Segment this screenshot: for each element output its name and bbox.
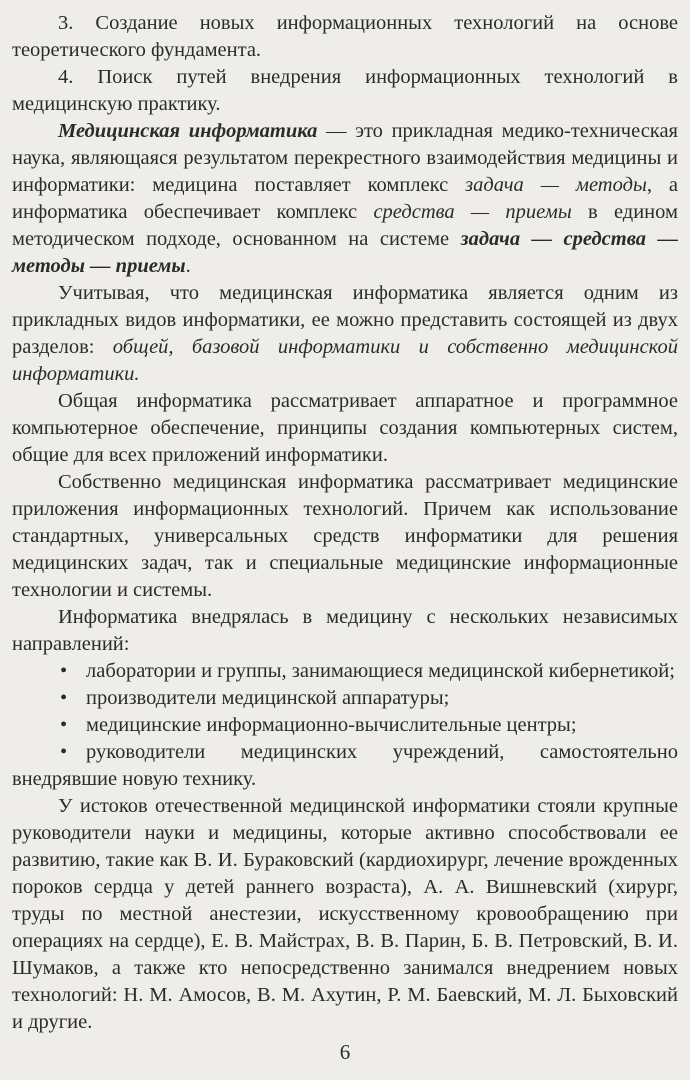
list-item <box>12 658 678 685</box>
definition-system-term: задача — средства — методы — приемы <box>12 228 678 277</box>
list-item <box>12 739 678 793</box>
paragraph-definition <box>12 118 678 280</box>
definition-italic-1: задача — методы <box>465 174 647 196</box>
definition-text-3: в едином методическом подходе, основанном на системе <box>12 201 678 250</box>
paragraph-item-4: 4. Поиск путей внедрения информационных технологий в медицинскую практику. <box>12 66 678 115</box>
list-item-text: медицинские информационно-вычислительные центры; <box>86 714 577 736</box>
term-medical-informatics: Медицинская информатика <box>58 120 318 142</box>
list-item <box>12 685 678 712</box>
definition-italic-2: средства — приемы <box>373 201 572 223</box>
definition-text-1: — это прикладная медико-техническая наука, являющаяся результатом перекрестного взаимодействия медицины и информатики: медицина поставляет комплекс <box>12 120 678 196</box>
list-item-text: руководители медицинских учреждений, самостоятельно внедрявшие новую технику. <box>12 741 678 790</box>
paragraph-sections <box>12 280 678 388</box>
paragraph-history: У истоков отечественной медицинской информатики стояли крупные руководители науки и медицины, которые активно способствовали ее развитию, такие как В. И. Бураковский (кардиохирург, лечение врожденных пороков сердца у детей раннего возраста), А. А. Вишневский (хирург, труды по местной анестезии, искусственному кровообращению при операциях на сердце), Е. В. Майстрах, В. В. Парин, Б. В. Петровский, В. И. Шумаков, а также кто непосредственно занимался внедрением новых технологий: Н. М. Амосов, В. М. Ахутин, Р. М. Баевский, М. Л. Быховский и другие. <box>12 795 678 1033</box>
paragraph-directions: Информатика внедрялась в медицину с нескольких независимых направлений: <box>12 606 678 655</box>
definition-text-4: . <box>185 255 191 277</box>
list-item <box>12 712 678 739</box>
list-item-text: производители медицинской аппаратуры; <box>86 687 450 709</box>
bullet-icon: • <box>60 687 68 709</box>
sections-italic: общей, базовой информатики и собственно медицинской информатики. <box>12 336 678 385</box>
paragraph-item-3: 3. Создание новых информационных технологий на основе теоретического фундамента. <box>12 12 678 61</box>
list-item-text: лаборатории и группы, занимающиеся медицинской кибернетикой; <box>86 660 675 682</box>
bullet-icon: • <box>60 660 68 682</box>
page-body <box>12 10 678 1036</box>
sections-text: Учитывая, что медицинская информатика является одним из прикладных видов информатики, ее можно представить состоящей из двух разделов: <box>12 282 678 358</box>
definition-text-2: , а информатика обеспечивает комплекс <box>12 174 678 223</box>
bullet-icon: • <box>60 741 68 763</box>
bullet-icon: • <box>60 714 68 736</box>
bullet-list <box>12 658 678 793</box>
paragraph-medical-informatics: Собственно медицинская информатика рассматривает медицинские приложения информационных технологий. Причем как использование стандартных, универсальных средств информатики для решения медицинских задач, так и специальные медицинские информационные технологии и системы. <box>12 471 678 601</box>
page-number: 6 <box>339 1040 351 1064</box>
paragraph-general-informatics: Общая информатика рассматривает аппаратное и программное компьютерное обеспечение, принципы создания компьютерных систем, общие для всех приложений информатики. <box>12 390 678 466</box>
